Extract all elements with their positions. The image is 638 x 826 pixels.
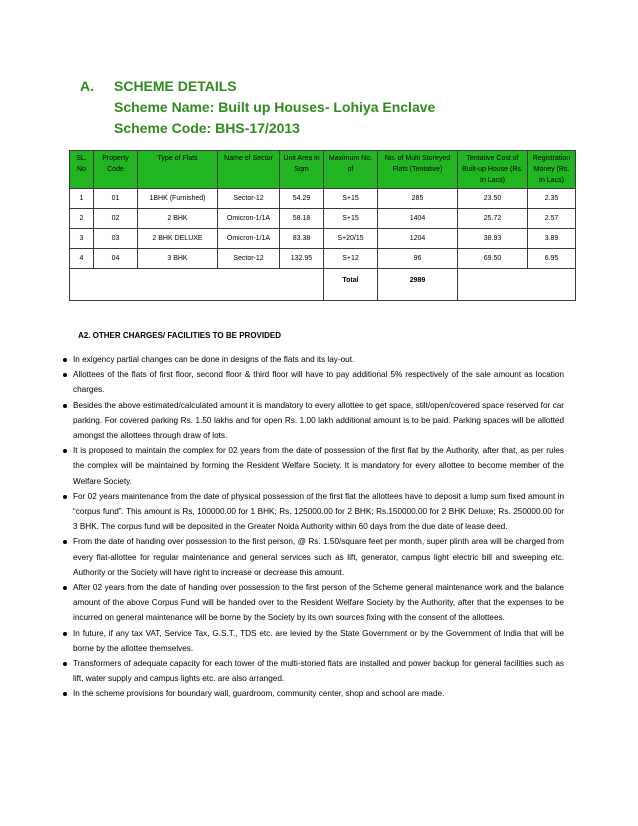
list-item-text: In the scheme provisions for boundary wall, guardroom, community center, shop and school are made. <box>73 689 445 699</box>
table-cell: 1404 <box>378 209 458 229</box>
table-cell: 96 <box>378 249 458 269</box>
table-cell: 04 <box>94 249 138 269</box>
list-item-text: Allottees of the flats of first floor, second floor & third floor will have to pay additional 5% respectively of the sale amount as location charges. <box>73 370 564 395</box>
list-item <box>62 580 564 626</box>
charges-bullet-list <box>62 352 564 702</box>
list-item <box>62 398 564 444</box>
table-cell-empty <box>458 269 576 301</box>
list-item <box>62 443 564 489</box>
bullet-icon <box>63 586 67 590</box>
table-cell: 6.95 <box>528 249 576 269</box>
header-cell: Maximum No. of <box>324 151 378 189</box>
table-cell: 2.57 <box>528 209 576 229</box>
table-cell: 2 BHK DELUXE <box>138 229 218 249</box>
scheme-name: Scheme Name: Built up Houses- Lohiya Enclave <box>114 99 436 115</box>
table-cell: 38.93 <box>458 229 528 249</box>
table-cell: Omicron-1/1A <box>218 209 280 229</box>
list-item-text: In future, if any tax VAT, Service Tax, G.S.T., TDS etc. are levied by the State Government or by the Government of India that will be borne by the allottee themselves. <box>73 628 564 653</box>
section-title: SCHEME DETAILS <box>114 78 237 94</box>
table-cell: 2 <box>70 209 94 229</box>
header-cell: Name of Sector <box>218 151 280 189</box>
table-cell: S+12 <box>324 249 378 269</box>
header-cell: No. of Multi Storeyed Flats (Tentative) <box>378 151 458 189</box>
table-cell: 2 BHK <box>138 209 218 229</box>
list-item-text: Transformers of adequate capacity for each tower of the multi-storied flats are installed and power backup for general facilities such as lift, water supply and campus lights etc. are also arranged. <box>73 659 564 684</box>
table-cell: Omicron-1/1A <box>218 229 280 249</box>
table-header-row <box>70 151 576 189</box>
list-item <box>62 489 564 535</box>
table-cell-empty <box>70 269 324 301</box>
total-label: Total <box>324 269 378 301</box>
list-item-text: After 02 years from the date of handing over possession to the first person of the Scheme general maintenance work and the balance amount of the above Corpus Fund will be handed over to the Resident Welfare Society by the Authority, after that the expenses to be incurred on general maintenance will be borne by the Society by its own sources fixing with the consent of the allottees. <box>73 583 564 623</box>
table-cell: Sector-12 <box>218 249 280 269</box>
table-cell: 3 <box>70 229 94 249</box>
bullet-icon <box>63 373 67 377</box>
scheme-details-table <box>69 150 576 301</box>
table-cell: 285 <box>378 189 458 209</box>
header-cell: Registration Money (Rs. In Lacs) <box>528 151 576 189</box>
scheme-code: Scheme Code: BHS-17/2013 <box>114 120 300 136</box>
table-cell: 54.29 <box>280 189 324 209</box>
list-item <box>62 352 564 367</box>
table-total-row <box>70 269 576 301</box>
table-cell: 23.50 <box>458 189 528 209</box>
table-row <box>70 229 576 249</box>
bullet-icon <box>63 692 67 696</box>
list-item <box>62 534 564 580</box>
table-cell: 1BHK (Furnished) <box>138 189 218 209</box>
table-cell: 1204 <box>378 229 458 249</box>
list-item-text: In exigency partial changes can be done in designs of the flats and its lay-out. <box>73 355 355 364</box>
header-cell: SL. No <box>70 151 94 189</box>
bullet-icon <box>63 540 67 544</box>
header-cell: Property Code <box>94 151 138 189</box>
table-cell: 2.35 <box>528 189 576 209</box>
scheme-heading <box>80 76 435 139</box>
total-value: 2989 <box>378 269 458 301</box>
table-row <box>70 249 576 269</box>
bullet-icon <box>63 404 67 408</box>
table-cell: 3.89 <box>528 229 576 249</box>
table-cell: 132.95 <box>280 249 324 269</box>
bullet-icon <box>63 449 67 453</box>
list-item <box>62 686 564 701</box>
table-cell: 83.38 <box>280 229 324 249</box>
list-item-text: From the date of handing over possession to the first person, @ Rs. 1.50/square feet per month, super plinth area will be charged from every flat-allottee for regular maintenance and general services such as lift, generator, campus light electric bill and sweeping etc. Authority or the Society will have right to increase or decrease this amount. <box>73 537 564 577</box>
bullet-icon <box>63 662 67 666</box>
table-cell: 02 <box>94 209 138 229</box>
table-row <box>70 209 576 229</box>
table-cell: Sector-12 <box>218 189 280 209</box>
table-row <box>70 189 576 209</box>
table-cell: S+15 <box>324 189 378 209</box>
table-cell: S+20/15 <box>324 229 378 249</box>
bullet-icon <box>63 358 67 362</box>
table-cell: 03 <box>94 229 138 249</box>
table-cell: 25.72 <box>458 209 528 229</box>
table-cell: S+15 <box>324 209 378 229</box>
list-item-text: It is proposed to maintain the complex for 02 years from the date of possession of the first flat by the Authority, after that, as per rules the complex will be maintained by forming the Resident Welfare Society. It is mandatory for every allottee to become member of the Welfare Society. <box>73 446 564 486</box>
table-cell: 3 BHK <box>138 249 218 269</box>
list-item <box>62 656 564 686</box>
list-item <box>62 367 564 397</box>
bullet-icon <box>63 632 67 636</box>
list-item <box>62 626 564 656</box>
table-cell: 58.18 <box>280 209 324 229</box>
list-item-text: Besides the above estimated/calculated amount it is mandatory to every allottee to get space, stilt/open/covered space reserved for car parking. For covered parking Rs. 1.50 lakhs and for open Rs. 1.00 lakh additional amount is to be paid. Parking spaces will be allotted amongst the allottees through draw of lots. <box>73 400 564 441</box>
header-cell: Unit Area in Sqm <box>280 151 324 189</box>
list-item-text: For 02 years maintenance from the date of physical possession of the first flat the allottees have to deposit a lump sum fixed amount in “corpus fund”. This amount is Rs, 100000.00 for 1 BHK; Rs. 125000.00 for 2 BHK; Rs.150000.00 for 2 BHK Deluxe; Rs. 250000.00 for 3 BHK. The corpus fund will be deposited in the Greater Noida Authority within 60 days from the due date of lease deed. <box>73 491 564 532</box>
table-cell: 4 <box>70 249 94 269</box>
section-letter: A. <box>80 78 94 94</box>
table-cell: 1 <box>70 189 94 209</box>
header-cell: Type of Flats <box>138 151 218 189</box>
table-cell: 01 <box>94 189 138 209</box>
header-cell: Tentative Cost of Built-up House (Rs. In Lacs) <box>458 151 528 189</box>
bullet-icon <box>63 495 67 499</box>
table-cell: 69.50 <box>458 249 528 269</box>
section-a2-title: A2. OTHER CHARGES/ FACILITIES TO BE PROVIDED <box>78 331 281 340</box>
